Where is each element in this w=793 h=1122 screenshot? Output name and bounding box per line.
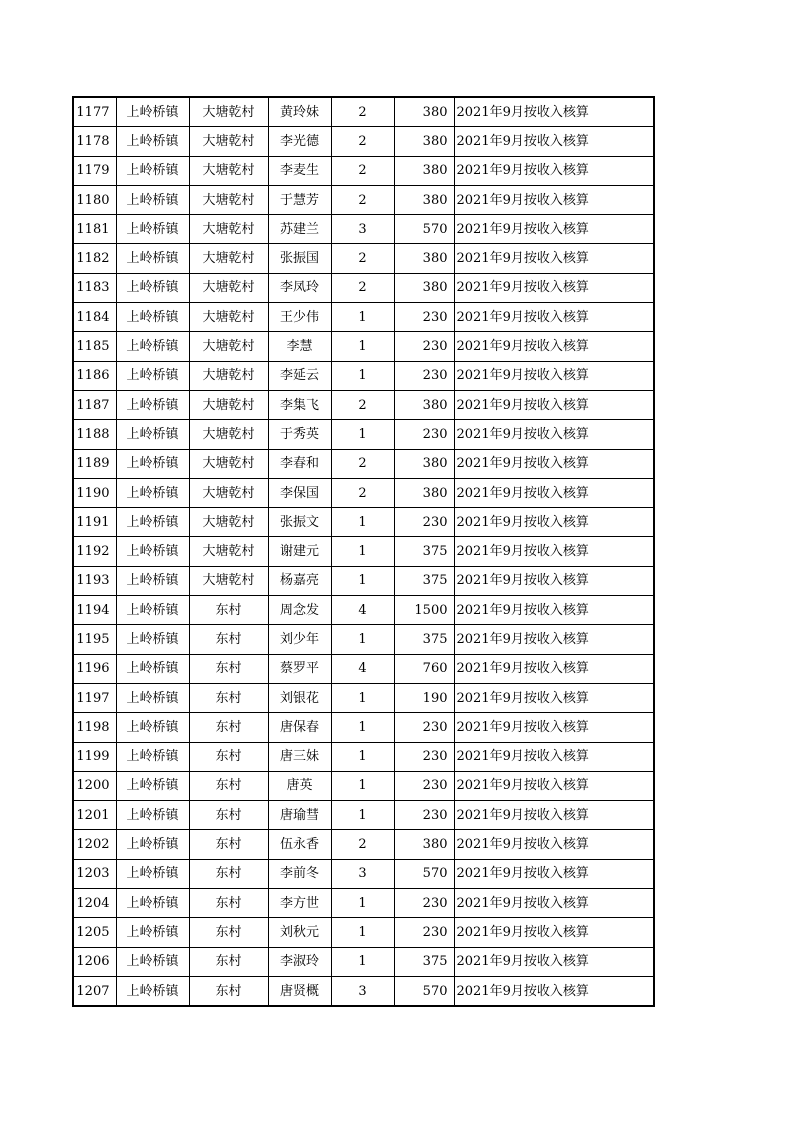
cell-town: 上岭桥镇 [116,742,189,771]
table-row [73,508,654,537]
cell-town: 上岭桥镇 [116,859,189,888]
cell-village: 大塘乾村 [189,332,268,361]
cell-town: 上岭桥镇 [116,830,189,859]
cell-name: 王少伟 [268,303,331,332]
cell-village: 东村 [189,713,268,742]
cell-amount: 380 [394,449,454,478]
cell-name: 刘少年 [268,625,331,654]
cell-row-number: 1179 [73,156,116,185]
cell-row-number: 1189 [73,449,116,478]
cell-household-size: 2 [331,156,394,185]
records-table-body [73,97,654,1006]
cell-amount: 230 [394,771,454,800]
cell-note: 2021年9月按收入核算 [454,683,654,712]
cell-village: 大塘乾村 [189,566,268,595]
table-row [73,801,654,830]
cell-household-size: 4 [331,596,394,625]
cell-name: 苏建兰 [268,215,331,244]
cell-amount: 570 [394,215,454,244]
cell-name: 李保国 [268,478,331,507]
cell-amount: 230 [394,742,454,771]
cell-note: 2021年9月按收入核算 [454,185,654,214]
cell-amount: 230 [394,361,454,390]
cell-town: 上岭桥镇 [116,420,189,449]
cell-note: 2021年9月按收入核算 [454,156,654,185]
cell-town: 上岭桥镇 [116,390,189,419]
table-row [73,625,654,654]
cell-village: 大塘乾村 [189,361,268,390]
cell-town: 上岭桥镇 [116,654,189,683]
table-row [73,859,654,888]
cell-household-size: 2 [331,244,394,273]
cell-note: 2021年9月按收入核算 [454,361,654,390]
cell-name: 伍永香 [268,830,331,859]
cell-amount: 760 [394,654,454,683]
cell-note: 2021年9月按收入核算 [454,420,654,449]
cell-household-size: 2 [331,449,394,478]
cell-name: 李春和 [268,449,331,478]
cell-town: 上岭桥镇 [116,976,189,1006]
cell-row-number: 1194 [73,596,116,625]
cell-town: 上岭桥镇 [116,303,189,332]
cell-village: 大塘乾村 [189,127,268,156]
cell-amount: 190 [394,683,454,712]
table-row [73,566,654,595]
cell-note: 2021年9月按收入核算 [454,801,654,830]
cell-amount: 375 [394,566,454,595]
cell-village: 东村 [189,654,268,683]
cell-village: 大塘乾村 [189,97,268,127]
cell-village: 大塘乾村 [189,420,268,449]
cell-row-number: 1204 [73,889,116,918]
cell-note: 2021年9月按收入核算 [454,625,654,654]
cell-village: 东村 [189,596,268,625]
cell-name: 张振文 [268,508,331,537]
table-row [73,596,654,625]
cell-household-size: 1 [331,683,394,712]
cell-note: 2021年9月按收入核算 [454,742,654,771]
cell-amount: 380 [394,97,454,127]
cell-row-number: 1207 [73,976,116,1006]
cell-row-number: 1178 [73,127,116,156]
cell-note: 2021年9月按收入核算 [454,830,654,859]
cell-note: 2021年9月按收入核算 [454,654,654,683]
cell-note: 2021年9月按收入核算 [454,596,654,625]
cell-row-number: 1199 [73,742,116,771]
cell-town: 上岭桥镇 [116,127,189,156]
table-row [73,976,654,1006]
table-row [73,244,654,273]
cell-household-size: 1 [331,713,394,742]
table-row [73,947,654,976]
cell-village: 东村 [189,976,268,1006]
cell-row-number: 1206 [73,947,116,976]
cell-household-size: 2 [331,830,394,859]
cell-amount: 230 [394,508,454,537]
cell-name: 李凤玲 [268,273,331,302]
table-row [73,420,654,449]
cell-town: 上岭桥镇 [116,185,189,214]
cell-household-size: 1 [331,537,394,566]
cell-amount: 230 [394,918,454,947]
cell-village: 东村 [189,918,268,947]
cell-town: 上岭桥镇 [116,596,189,625]
cell-town: 上岭桥镇 [116,801,189,830]
cell-note: 2021年9月按收入核算 [454,537,654,566]
cell-name: 杨嘉亮 [268,566,331,595]
cell-household-size: 2 [331,97,394,127]
cell-town: 上岭桥镇 [116,918,189,947]
table-row [73,332,654,361]
cell-town: 上岭桥镇 [116,566,189,595]
cell-amount: 380 [394,273,454,302]
records-table [72,96,655,1007]
cell-row-number: 1190 [73,478,116,507]
cell-household-size: 1 [331,303,394,332]
cell-row-number: 1195 [73,625,116,654]
cell-village: 东村 [189,859,268,888]
cell-town: 上岭桥镇 [116,683,189,712]
cell-household-size: 1 [331,332,394,361]
cell-note: 2021年9月按收入核算 [454,976,654,1006]
cell-town: 上岭桥镇 [116,947,189,976]
cell-town: 上岭桥镇 [116,156,189,185]
cell-household-size: 3 [331,215,394,244]
cell-household-size: 2 [331,390,394,419]
cell-row-number: 1198 [73,713,116,742]
cell-village: 大塘乾村 [189,449,268,478]
table-row [73,156,654,185]
cell-name: 李集飞 [268,390,331,419]
cell-name: 于秀英 [268,420,331,449]
cell-amount: 380 [394,244,454,273]
cell-village: 东村 [189,742,268,771]
cell-amount: 375 [394,625,454,654]
cell-note: 2021年9月按收入核算 [454,771,654,800]
cell-village: 大塘乾村 [189,390,268,419]
table-row [73,273,654,302]
cell-amount: 230 [394,303,454,332]
cell-village: 大塘乾村 [189,273,268,302]
cell-row-number: 1196 [73,654,116,683]
cell-town: 上岭桥镇 [116,713,189,742]
cell-note: 2021年9月按收入核算 [454,390,654,419]
cell-name: 李麦生 [268,156,331,185]
cell-row-number: 1183 [73,273,116,302]
cell-village: 大塘乾村 [189,215,268,244]
cell-village: 大塘乾村 [189,508,268,537]
cell-amount: 375 [394,947,454,976]
cell-row-number: 1202 [73,830,116,859]
cell-name: 李前冬 [268,859,331,888]
cell-town: 上岭桥镇 [116,273,189,302]
table-row [73,742,654,771]
cell-row-number: 1192 [73,537,116,566]
cell-household-size: 1 [331,947,394,976]
cell-town: 上岭桥镇 [116,332,189,361]
cell-amount: 230 [394,332,454,361]
table-row [73,683,654,712]
cell-name: 李方世 [268,889,331,918]
cell-row-number: 1197 [73,683,116,712]
cell-name: 谢建元 [268,537,331,566]
cell-name: 李光德 [268,127,331,156]
cell-note: 2021年9月按收入核算 [454,918,654,947]
table-row [73,127,654,156]
cell-household-size: 1 [331,918,394,947]
cell-row-number: 1184 [73,303,116,332]
cell-note: 2021年9月按收入核算 [454,859,654,888]
cell-note: 2021年9月按收入核算 [454,947,654,976]
cell-name: 李淑玲 [268,947,331,976]
cell-village: 东村 [189,947,268,976]
cell-household-size: 1 [331,566,394,595]
table-row [73,771,654,800]
cell-row-number: 1193 [73,566,116,595]
cell-name: 周念发 [268,596,331,625]
cell-amount: 375 [394,537,454,566]
cell-household-size: 4 [331,654,394,683]
cell-note: 2021年9月按收入核算 [454,713,654,742]
cell-village: 大塘乾村 [189,185,268,214]
cell-note: 2021年9月按收入核算 [454,97,654,127]
cell-town: 上岭桥镇 [116,625,189,654]
cell-household-size: 3 [331,859,394,888]
table-row [73,830,654,859]
cell-town: 上岭桥镇 [116,215,189,244]
cell-village: 大塘乾村 [189,478,268,507]
cell-note: 2021年9月按收入核算 [454,508,654,537]
cell-amount: 570 [394,859,454,888]
cell-amount: 230 [394,801,454,830]
cell-village: 东村 [189,771,268,800]
cell-village: 大塘乾村 [189,537,268,566]
cell-row-number: 1180 [73,185,116,214]
cell-row-number: 1182 [73,244,116,273]
cell-amount: 380 [394,478,454,507]
table-row [73,889,654,918]
cell-village: 东村 [189,801,268,830]
cell-name: 唐瑜彗 [268,801,331,830]
cell-amount: 380 [394,390,454,419]
cell-amount: 230 [394,713,454,742]
cell-town: 上岭桥镇 [116,97,189,127]
cell-town: 上岭桥镇 [116,508,189,537]
cell-village: 东村 [189,683,268,712]
cell-note: 2021年9月按收入核算 [454,449,654,478]
cell-row-number: 1191 [73,508,116,537]
table-row [73,97,654,127]
cell-amount: 380 [394,185,454,214]
cell-household-size: 1 [331,361,394,390]
cell-household-size: 2 [331,273,394,302]
cell-village: 大塘乾村 [189,156,268,185]
cell-amount: 380 [394,830,454,859]
cell-village: 大塘乾村 [189,303,268,332]
cell-row-number: 1188 [73,420,116,449]
cell-note: 2021年9月按收入核算 [454,273,654,302]
cell-note: 2021年9月按收入核算 [454,244,654,273]
cell-household-size: 1 [331,420,394,449]
cell-name: 唐英 [268,771,331,800]
cell-household-size: 2 [331,127,394,156]
cell-town: 上岭桥镇 [116,771,189,800]
cell-town: 上岭桥镇 [116,361,189,390]
cell-row-number: 1181 [73,215,116,244]
cell-name: 李慧 [268,332,331,361]
table-row [73,390,654,419]
cell-row-number: 1187 [73,390,116,419]
cell-household-size: 1 [331,625,394,654]
cell-row-number: 1185 [73,332,116,361]
cell-row-number: 1186 [73,361,116,390]
cell-amount: 230 [394,889,454,918]
cell-name: 刘秋元 [268,918,331,947]
cell-row-number: 1200 [73,771,116,800]
cell-amount: 570 [394,976,454,1006]
cell-town: 上岭桥镇 [116,244,189,273]
cell-name: 李延云 [268,361,331,390]
cell-village: 东村 [189,889,268,918]
cell-note: 2021年9月按收入核算 [454,303,654,332]
cell-household-size: 3 [331,976,394,1006]
cell-name: 刘银花 [268,683,331,712]
cell-amount: 230 [394,420,454,449]
cell-row-number: 1205 [73,918,116,947]
table-row [73,303,654,332]
cell-name: 唐保春 [268,713,331,742]
table-row [73,478,654,507]
cell-note: 2021年9月按收入核算 [454,332,654,361]
table-row [73,185,654,214]
cell-name: 于慧芳 [268,185,331,214]
cell-village: 东村 [189,625,268,654]
cell-town: 上岭桥镇 [116,478,189,507]
cell-amount: 380 [394,127,454,156]
table-row [73,654,654,683]
cell-town: 上岭桥镇 [116,889,189,918]
cell-name: 黄玲妹 [268,97,331,127]
cell-note: 2021年9月按收入核算 [454,566,654,595]
cell-name: 唐贤概 [268,976,331,1006]
cell-household-size: 2 [331,185,394,214]
table-row [73,537,654,566]
cell-household-size: 1 [331,889,394,918]
cell-note: 2021年9月按收入核算 [454,127,654,156]
cell-town: 上岭桥镇 [116,449,189,478]
cell-row-number: 1201 [73,801,116,830]
cell-village: 大塘乾村 [189,244,268,273]
cell-amount: 1500 [394,596,454,625]
cell-town: 上岭桥镇 [116,537,189,566]
table-row [73,215,654,244]
cell-household-size: 1 [331,742,394,771]
cell-name: 蔡罗平 [268,654,331,683]
table-row [73,713,654,742]
cell-row-number: 1177 [73,97,116,127]
table-row [73,449,654,478]
cell-name: 唐三妹 [268,742,331,771]
cell-household-size: 1 [331,771,394,800]
cell-note: 2021年9月按收入核算 [454,215,654,244]
cell-name: 张振国 [268,244,331,273]
cell-row-number: 1203 [73,859,116,888]
cell-household-size: 2 [331,478,394,507]
cell-village: 东村 [189,830,268,859]
cell-note: 2021年9月按收入核算 [454,889,654,918]
cell-household-size: 1 [331,801,394,830]
table-row [73,361,654,390]
cell-note: 2021年9月按收入核算 [454,478,654,507]
cell-household-size: 1 [331,508,394,537]
table-row [73,918,654,947]
cell-amount: 380 [394,156,454,185]
